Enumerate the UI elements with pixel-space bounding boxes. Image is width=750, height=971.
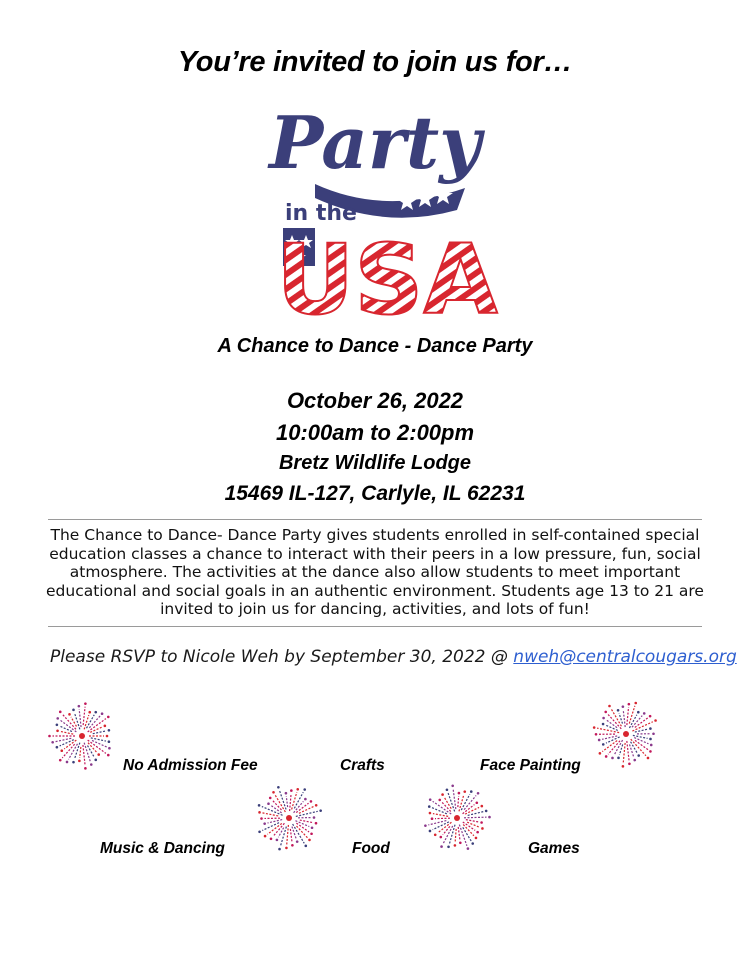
logo-in-the-text: in the [285, 201, 357, 226]
event-time: 10:00am to 2:00pm [275, 420, 475, 445]
event-venue: Bretz Wildlife Lodge [278, 452, 472, 474]
firework-icon [425, 786, 489, 850]
logo-usa-text: USA [276, 224, 498, 336]
rsvp-text: Please RSVP to Nicole Weh by September 30, 2022 @ [50, 647, 514, 667]
event-description: The Chance to Dance- Dance Party gives students enrolled in self-contained special education classes a chance to interact with their peers in a low pressure, fun, social atmosphere. The activities at the dance also allow students to meet important educational and social goals in an authentic environment. Students age 13 to 21 are invited to join us for dancing, activities, and lots of fun! [46, 526, 704, 619]
activity-music-dancing: Music & Dancing [100, 840, 225, 857]
activity-crafts: Crafts [340, 757, 385, 774]
rsvp-line [50, 647, 737, 667]
activity-food: Food [352, 840, 390, 857]
event-address: 15469 IL-127, Carlyle, IL 62231 [224, 482, 526, 505]
firework-icon [50, 704, 114, 768]
firework-icon [257, 786, 321, 850]
event-date: October 26, 2022 [286, 388, 464, 413]
event-name: A Chance to Dance - Dance Party [217, 335, 533, 357]
rsvp-email-link[interactable]: nweh@centralcougars.org [513, 647, 737, 667]
party-in-the-usa-logo [269, 88, 498, 336]
activity-games: Games [528, 840, 580, 857]
firework-icon [594, 702, 658, 766]
activity-face-painting: Face Painting [480, 757, 581, 774]
divider-top [48, 519, 702, 520]
divider-bottom [48, 626, 702, 627]
logo-party-text: Party [269, 100, 481, 185]
activity-no-admission-fee: No Admission Fee [123, 757, 258, 774]
invitation-title: You’re invited to join us for… [177, 46, 573, 78]
